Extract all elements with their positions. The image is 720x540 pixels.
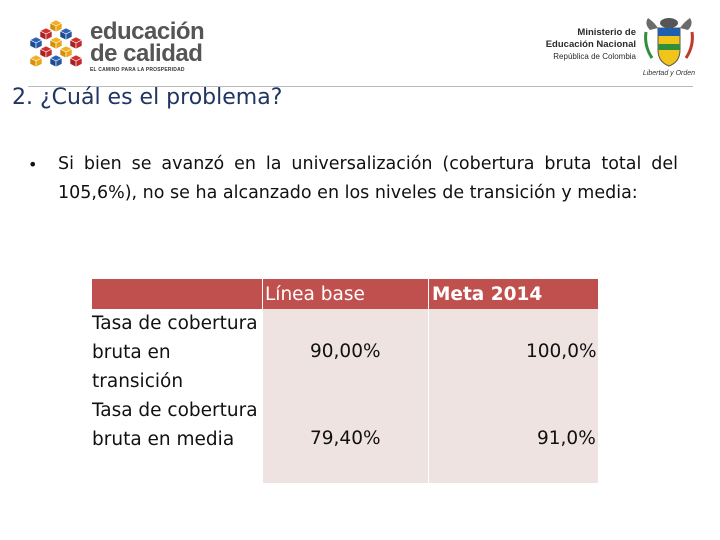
logo-tagline: EL CAMINO PARA LA PROSPERIDAD	[90, 67, 185, 73]
baseline-value-media: 79,40%	[310, 428, 381, 449]
target-value-media: 91,0%	[537, 428, 596, 449]
educacion-de-calidad-logo	[24, 18, 204, 76]
motto-text: Libertad y Orden	[642, 70, 696, 77]
header-cell-empty	[92, 279, 262, 309]
ministry-name	[530, 27, 636, 63]
column-header-target: Meta 2014	[432, 284, 543, 305]
colombia-coat-of-arms-icon	[642, 16, 696, 68]
target-value-transition: 100,0%	[526, 341, 597, 362]
baseline-value-transition: 90,00%	[310, 341, 381, 362]
logo-word-de-calidad: de calidad	[90, 40, 203, 67]
cubes-logo-icon	[24, 18, 88, 74]
coverage-table	[92, 279, 598, 483]
bullet-text: Si bien se avanzó en la universalización (cobertura bruta total del 105,6%), no se ha alcanzado en los niveles de transición y media:	[58, 154, 678, 203]
ministry-line-3: República de Colombia	[553, 52, 636, 61]
ministry-line-1: Ministerio de	[577, 27, 636, 38]
row-label-media: Tasa de cobertura bruta en media	[92, 400, 258, 450]
row-label-transition: Tasa de cobertura bruta en transición	[92, 313, 258, 392]
page-title: 2. ¿Cuál es el problema?	[12, 85, 283, 110]
logo-word-educacion: educación	[90, 18, 205, 45]
ministry-line-2: Educación Nacional	[545, 39, 636, 50]
bullet-marker: •	[28, 155, 38, 174]
column-header-baseline: Línea base	[265, 284, 365, 305]
